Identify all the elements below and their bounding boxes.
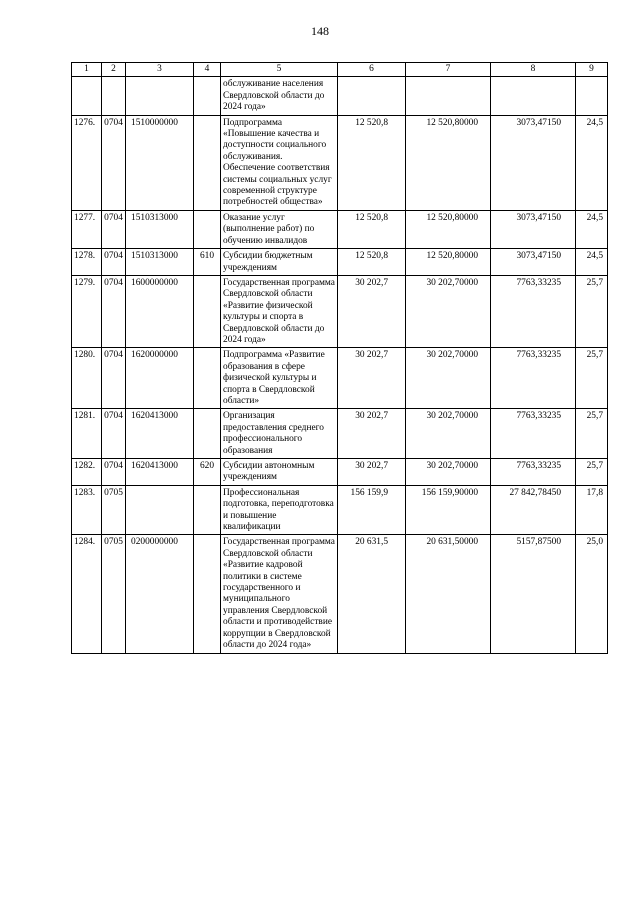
- item-name: Субсидии бюджетным учреждениям: [221, 249, 338, 276]
- target-article-code: [126, 77, 194, 115]
- value-col-7: 12 520,80000: [406, 115, 491, 210]
- percent-col-9: 17,8: [576, 485, 608, 535]
- header-row: [72, 63, 608, 77]
- percent-col-9: [576, 77, 608, 115]
- col-header: 7: [406, 63, 491, 77]
- target-article-code: 1620413000: [126, 459, 194, 486]
- row-number: 1280.: [72, 348, 102, 409]
- value-col-8: 7763,33235: [491, 348, 576, 409]
- value-col-8: 7763,33235: [491, 275, 576, 347]
- value-col-6: 30 202,7: [338, 348, 406, 409]
- col-header: 5: [221, 63, 338, 77]
- target-article-code: [126, 485, 194, 535]
- table-row: [72, 485, 608, 535]
- expense-type-code: [194, 275, 221, 347]
- value-col-7: 30 202,70000: [406, 275, 491, 347]
- row-number: 1279.: [72, 275, 102, 347]
- target-article-code: 0200000000: [126, 535, 194, 653]
- item-name: Субсидии автономным учреждениям: [221, 459, 338, 486]
- section-code: [102, 77, 126, 115]
- target-article-code: 1620413000: [126, 409, 194, 459]
- value-col-8: 7763,33235: [491, 409, 576, 459]
- row-number: 1281.: [72, 409, 102, 459]
- item-name: Государственная программа Свердловской области «Развитие физической культуры и спорта в Свердловской области до 2024 года»: [221, 275, 338, 347]
- item-name: обслуживание населения Свердловской области до 2024 года»: [221, 77, 338, 115]
- section-code: 0704: [102, 249, 126, 276]
- expense-type-code: 620: [194, 459, 221, 486]
- section-code: 0704: [102, 210, 126, 248]
- value-col-8: 3073,47150: [491, 115, 576, 210]
- section-code: 0704: [102, 409, 126, 459]
- value-col-8: 3073,47150: [491, 249, 576, 276]
- item-name: Государственная программа Свердловской области «Развитие кадровой политики в системе государственного и муниципального управления Свердловской области и противодействие коррупции в Свердловской области до 2024 года»: [221, 535, 338, 653]
- row-number: [72, 77, 102, 115]
- value-col-6: 156 159,9: [338, 485, 406, 535]
- item-name: Подпрограмма «Развитие образования в сфере физической культуры и спорта в Свердловской области»: [221, 348, 338, 409]
- row-number: 1277.: [72, 210, 102, 248]
- target-article-code: 1620000000: [126, 348, 194, 409]
- row-number: 1284.: [72, 535, 102, 653]
- value-col-7: 30 202,70000: [406, 409, 491, 459]
- value-col-7: 20 631,50000: [406, 535, 491, 653]
- percent-col-9: 24,5: [576, 115, 608, 210]
- expense-type-code: [194, 409, 221, 459]
- table-row: [72, 249, 608, 276]
- table-row: [72, 409, 608, 459]
- table-row: [72, 210, 608, 248]
- percent-col-9: 25,0: [576, 535, 608, 653]
- row-number: 1278.: [72, 249, 102, 276]
- section-code: 0704: [102, 348, 126, 409]
- table-row: [72, 77, 608, 115]
- col-header: 9: [576, 63, 608, 77]
- percent-col-9: 25,7: [576, 348, 608, 409]
- value-col-7: 12 520,80000: [406, 210, 491, 248]
- value-col-7: 30 202,70000: [406, 348, 491, 409]
- value-col-7: [406, 77, 491, 115]
- percent-col-9: 25,7: [576, 409, 608, 459]
- table-row: [72, 535, 608, 653]
- row-number: 1276.: [72, 115, 102, 210]
- item-name: Подпрограмма «Повышение качества и доступности социального обслуживания. Обеспечение соответствия системы социальных услуг современной структуре потребностей общества»: [221, 115, 338, 210]
- section-code: 0705: [102, 535, 126, 653]
- budget-table: [71, 62, 608, 654]
- value-col-6: [338, 77, 406, 115]
- value-col-7: 30 202,70000: [406, 459, 491, 486]
- col-header: 3: [126, 63, 194, 77]
- section-code: 0704: [102, 115, 126, 210]
- table-row: [72, 275, 608, 347]
- page-number: 148: [311, 24, 329, 38]
- section-code: 0704: [102, 275, 126, 347]
- value-col-7: 12 520,80000: [406, 249, 491, 276]
- target-article-code: 1510313000: [126, 210, 194, 248]
- table-row: [72, 459, 608, 486]
- expense-type-code: [194, 115, 221, 210]
- expense-type-code: [194, 485, 221, 535]
- col-header: 4: [194, 63, 221, 77]
- value-col-8: 3073,47150: [491, 210, 576, 248]
- value-col-6: 12 520,8: [338, 249, 406, 276]
- value-col-8: 5157,87500: [491, 535, 576, 653]
- expense-type-code: [194, 535, 221, 653]
- table-row: [72, 348, 608, 409]
- row-number: 1283.: [72, 485, 102, 535]
- percent-col-9: 24,5: [576, 249, 608, 276]
- expense-type-code: [194, 348, 221, 409]
- col-header: 8: [491, 63, 576, 77]
- value-col-8: 7763,33235: [491, 459, 576, 486]
- value-col-6: 30 202,7: [338, 459, 406, 486]
- section-code: 0705: [102, 485, 126, 535]
- value-col-6: 12 520,8: [338, 115, 406, 210]
- col-header: 1: [72, 63, 102, 77]
- section-code: 0704: [102, 459, 126, 486]
- value-col-6: 30 202,7: [338, 275, 406, 347]
- percent-col-9: 25,7: [576, 459, 608, 486]
- value-col-8: [491, 77, 576, 115]
- value-col-6: 12 520,8: [338, 210, 406, 248]
- expense-type-code: 610: [194, 249, 221, 276]
- table-row: [72, 115, 608, 210]
- value-col-6: 20 631,5: [338, 535, 406, 653]
- target-article-code: 1510000000: [126, 115, 194, 210]
- row-number: 1282.: [72, 459, 102, 486]
- value-col-6: 30 202,7: [338, 409, 406, 459]
- col-header: 2: [102, 63, 126, 77]
- percent-col-9: 25,7: [576, 275, 608, 347]
- percent-col-9: 24,5: [576, 210, 608, 248]
- item-name: Профессиональная подготовка, переподготовка и повышение квалификации: [221, 485, 338, 535]
- item-name: Организация предоставления среднего профессионального образования: [221, 409, 338, 459]
- expense-type-code: [194, 210, 221, 248]
- expense-type-code: [194, 77, 221, 115]
- col-header: 6: [338, 63, 406, 77]
- value-col-8: 27 842,78450: [491, 485, 576, 535]
- item-name: Оказание услуг (выполнение работ) по обучению инвалидов: [221, 210, 338, 248]
- target-article-code: 1510313000: [126, 249, 194, 276]
- value-col-7: 156 159,90000: [406, 485, 491, 535]
- target-article-code: 1600000000: [126, 275, 194, 347]
